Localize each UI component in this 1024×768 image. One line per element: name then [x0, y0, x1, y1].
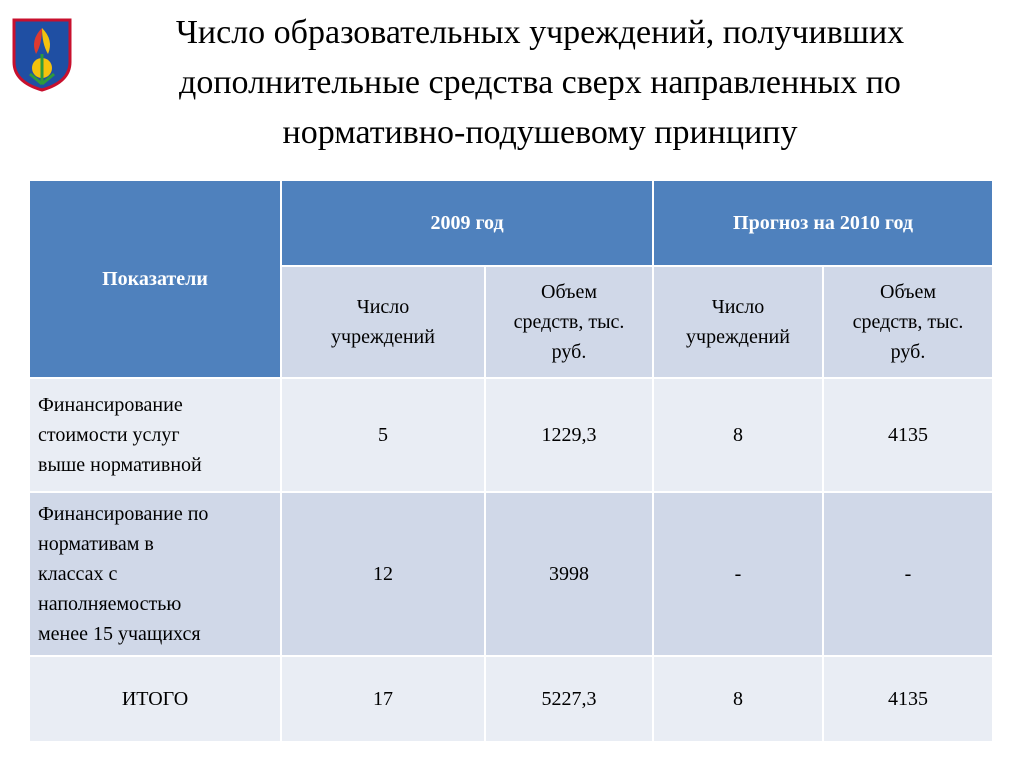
row-label-line: наполняемостью	[38, 593, 182, 615]
total-volume-2010: 4135	[823, 656, 993, 742]
coat-of-arms-icon	[12, 18, 72, 92]
cell-volume-2009: 1229,3	[485, 378, 653, 492]
subheader-line: средств, тыс.	[513, 311, 625, 333]
row-label-line: выше нормативной	[38, 454, 202, 476]
subheader-line: Объем	[541, 281, 597, 303]
subheader-line: средств, тыс.	[852, 311, 964, 333]
table-row	[29, 492, 993, 656]
title-line: Число образовательных учреждений, получивших	[175, 14, 905, 51]
subheader-line: учреждений	[686, 326, 790, 348]
title-line: нормативно-подушевому принципу	[282, 114, 798, 151]
row-label	[29, 492, 281, 656]
row-label	[29, 378, 281, 492]
subheader-line: Объем	[880, 281, 936, 303]
cell-count-2009: 12	[281, 492, 485, 656]
header-indicators: Показатели	[29, 180, 281, 378]
subheader-volume-2009	[485, 266, 653, 378]
total-row	[29, 656, 993, 742]
cell-volume-2009: 3998	[485, 492, 653, 656]
row-label-line: Финансирование	[38, 394, 183, 416]
row-label-line: стоимости услуг	[38, 424, 180, 446]
subheader-line: руб.	[890, 341, 926, 363]
total-count-2009: 17	[281, 656, 485, 742]
total-volume-2009: 5227,3	[485, 656, 653, 742]
title-line: дополнительные средства сверх направленных по	[179, 64, 901, 101]
subheader-line: руб.	[551, 341, 587, 363]
row-label-line: нормативам в	[38, 533, 154, 555]
subheader-count-2009	[281, 266, 485, 378]
row-label-line: менее 15 учащихся	[38, 623, 201, 645]
subheader-line: учреждений	[331, 326, 435, 348]
indicators-table	[28, 179, 994, 743]
cell-count-2010: 8	[653, 378, 823, 492]
cell-volume-2010: 4135	[823, 378, 993, 492]
cell-count-2010: -	[653, 492, 823, 656]
cell-count-2009: 5	[281, 378, 485, 492]
page-title	[80, 8, 1000, 158]
subheader-line: Число	[356, 296, 410, 318]
row-label-line: Финансирование по	[38, 503, 209, 525]
table-row	[29, 378, 993, 492]
header-2009: 2009 год	[281, 180, 653, 266]
total-label: ИТОГО	[29, 656, 281, 742]
subheader-count-2010	[653, 266, 823, 378]
row-label-line: классах с	[38, 563, 118, 585]
cell-volume-2010: -	[823, 492, 993, 656]
subheader-volume-2010	[823, 266, 993, 378]
total-count-2010: 8	[653, 656, 823, 742]
header-2010-forecast: Прогноз на 2010 год	[653, 180, 993, 266]
subheader-line: Число	[711, 296, 765, 318]
